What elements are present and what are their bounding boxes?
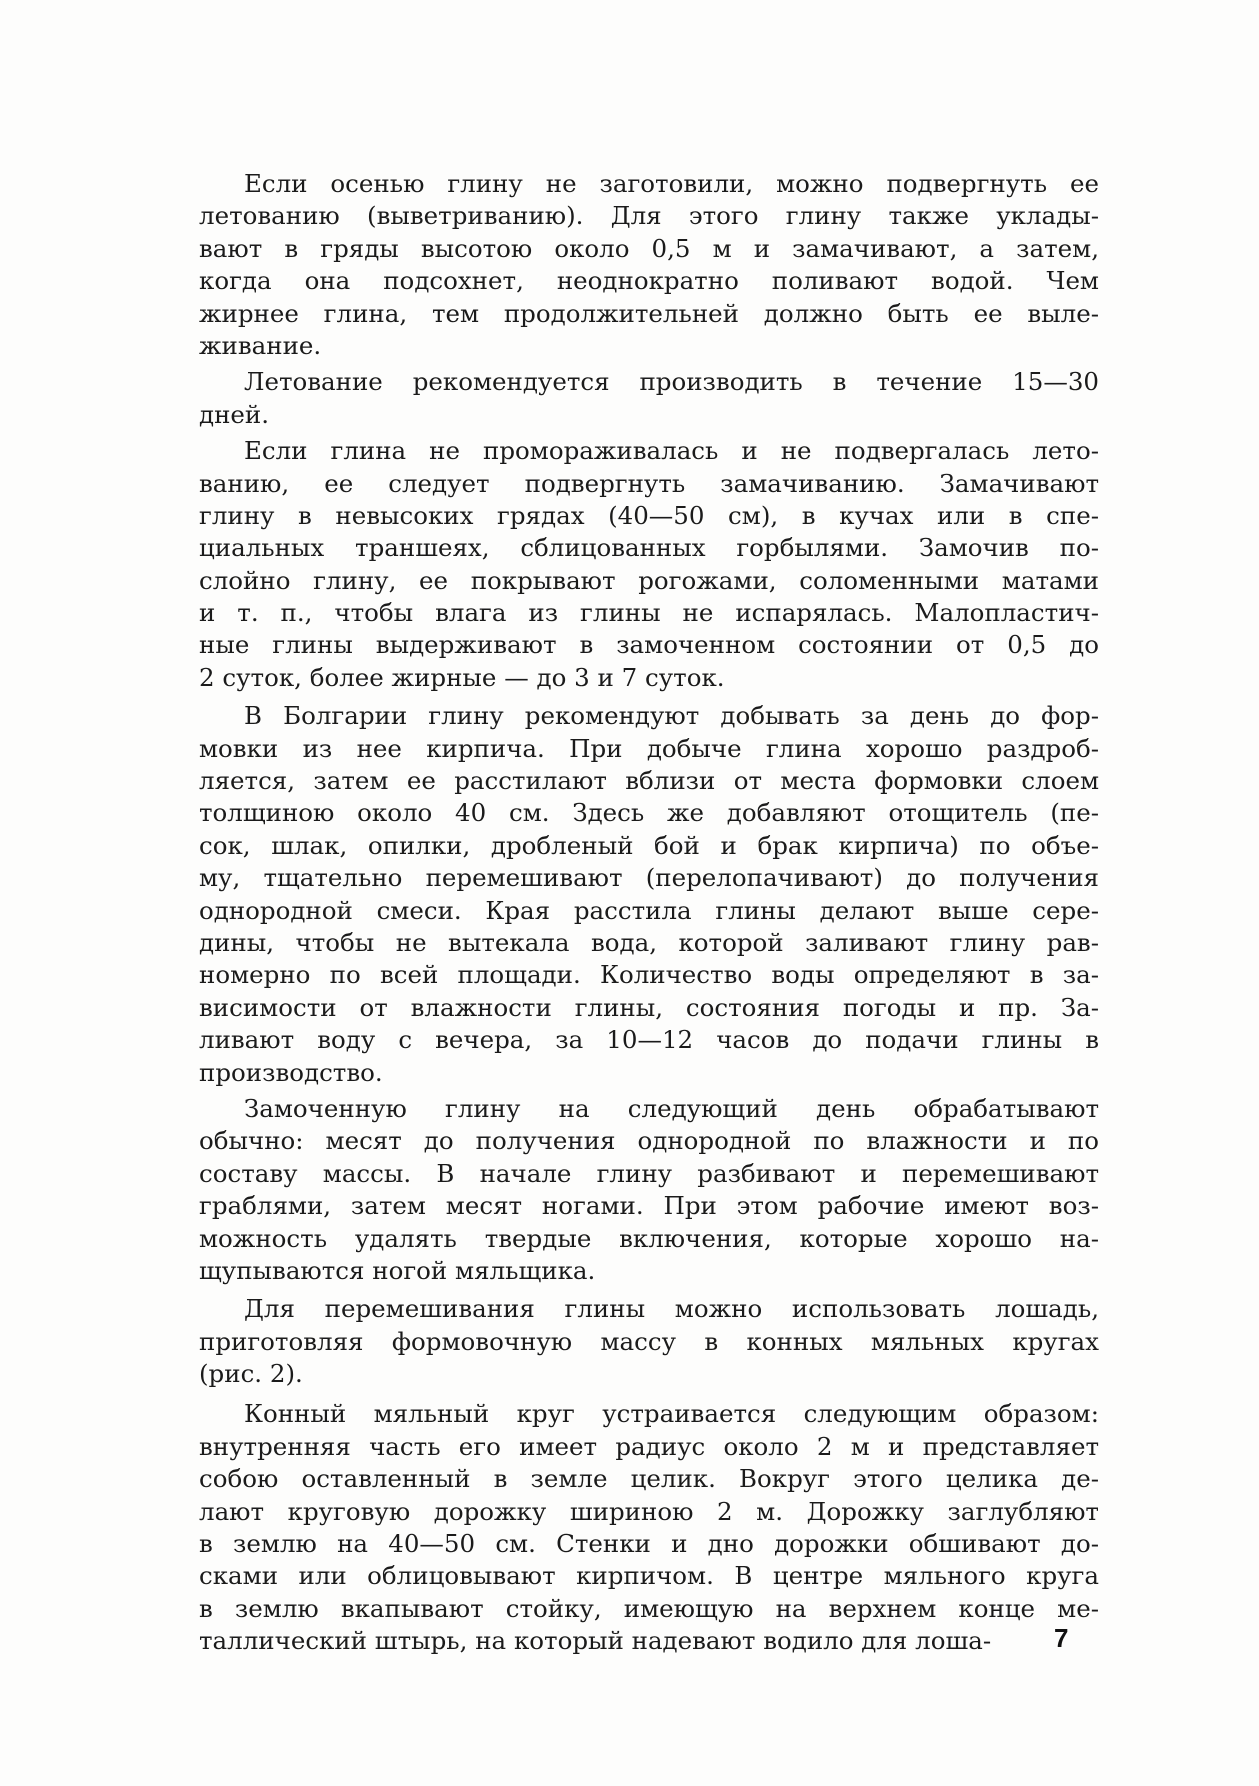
text-line: мовки из нее кирпича. При добыче глина хорошо раздроб- <box>199 733 1099 763</box>
text-line: жирнее глина, тем продолжительней должно быть ее выле- <box>199 298 1099 328</box>
text-line: В Болгарии глину рекомендуют добывать за день до фор- <box>244 701 1099 731</box>
paragraph <box>199 700 1099 1089</box>
text-line: внутренняя часть его имеет радиус около 2 м и представляет <box>199 1431 1099 1461</box>
text-line: дней. <box>199 399 270 429</box>
text-line: лают круговую дорожку шириною 2 м. Дорожку заглубляют <box>199 1496 1099 1526</box>
text-line: собою оставленный в земле целик. Вокруг этого целика де- <box>199 1464 1099 1494</box>
text-line: (рис. 2). <box>199 1359 303 1389</box>
text-line: толщиною около 40 см. Здесь же добавляют отощитель (пе- <box>199 798 1099 828</box>
paragraph <box>199 1398 1099 1657</box>
text-line: таллический штырь, на который надевают водило для лоша- <box>199 1626 992 1656</box>
text-line: Если глина не промораживалась и не подвергалась лето- <box>244 436 1099 466</box>
text-line: приготовляя формовочную массу в конных мяльных кругах <box>199 1326 1099 1356</box>
text-line: и т. п., чтобы влага из глины не испарялась. Малопластич- <box>199 598 1099 628</box>
text-line: щупываются ногой мяльщика. <box>199 1255 596 1285</box>
text-line: Для перемешивания глины можно использовать лошадь, <box>244 1294 1099 1324</box>
text-line: живание. <box>199 330 322 360</box>
paragraph <box>199 1293 1099 1390</box>
text-line: сками или облицовывают кирпичом. В центре мяльного круга <box>199 1561 1099 1591</box>
text-line: сок, шлак, опилки, дробленый бой и брак кирпича) по объе- <box>199 830 1099 860</box>
text-line: можность удалять твердые включения, которые хорошо на- <box>199 1223 1099 1253</box>
text-line: когда она подсохнет, неоднократно поливают водой. Чем <box>199 266 1099 296</box>
page-number: 7 <box>1054 1623 1069 1653</box>
paragraph <box>199 1093 1099 1287</box>
text-line: в землю на 40—50 см. Стенки и дно дорожки обшивают до- <box>199 1529 1099 1559</box>
text-line: ванию, ее следует подвергнуть замачиванию. Замачивают <box>199 468 1099 498</box>
paragraph <box>199 168 1099 362</box>
text-line: циальных траншеях, сблицованных горбылями. Замочив по- <box>199 533 1099 563</box>
text-line: однородной смеси. Края расстила глины делают выше сере- <box>199 895 1099 925</box>
text-line: висимости от влажности глины, состояния погоды и пр. За- <box>199 992 1099 1022</box>
paragraph <box>199 366 1099 431</box>
text-line: ливают воду с вечера, за 10—12 часов до подачи глины в <box>199 1025 1099 1055</box>
text-line: ные глины выдерживают в замоченном состоянии от 0,5 до <box>199 630 1099 660</box>
paragraph <box>199 435 1099 694</box>
text-line: му, тщательно перемешивают (перелопачивают) до получения <box>199 863 1099 893</box>
body-text <box>199 168 1099 1658</box>
text-line: ляется, затем ее расстилают вблизи от места формовки слоем <box>199 766 1099 796</box>
text-line: дины, чтобы не вытекала вода, которой заливают глину рав- <box>199 927 1099 957</box>
text-line: граблями, затем месят ногами. При этом рабочие имеют воз- <box>199 1191 1099 1221</box>
text-line: обычно: месят до получения однородной по влажности и по <box>199 1126 1099 1156</box>
text-line: вают в гряды высотою около 0,5 м и замачивают, а затем, <box>199 233 1099 263</box>
text-line: слойно глину, ее покрывают рогожами, соломенными матами <box>199 565 1099 595</box>
text-line: Летование рекомендуется производить в течение 15—30 <box>244 367 1099 397</box>
text-line: Конный мяльный круг устраивается следующим образом: <box>244 1399 1099 1429</box>
text-line: номерно по всей площади. Количество воды определяют в за- <box>199 960 1099 990</box>
text-line: производство. <box>199 1057 383 1087</box>
text-line: 2 суток, более жирные — до 3 и 7 суток. <box>199 662 725 692</box>
text-line: летованию (выветриванию). Для этого глину также уклады- <box>199 201 1099 231</box>
text-line: Если осенью глину не заготовили, можно подвергнуть ее <box>244 169 1099 198</box>
text-line: в землю вкапывают стойку, имеющую на верхнем конце ме- <box>199 1593 1099 1623</box>
text-line: составу массы. В начале глину разбивают и перемешивают <box>199 1158 1099 1188</box>
text-line: глину в невысоких грядах (40—50 см), в кучах или в спе- <box>199 500 1099 530</box>
text-line: Замоченную глину на следующий день обрабатывают <box>244 1093 1099 1123</box>
